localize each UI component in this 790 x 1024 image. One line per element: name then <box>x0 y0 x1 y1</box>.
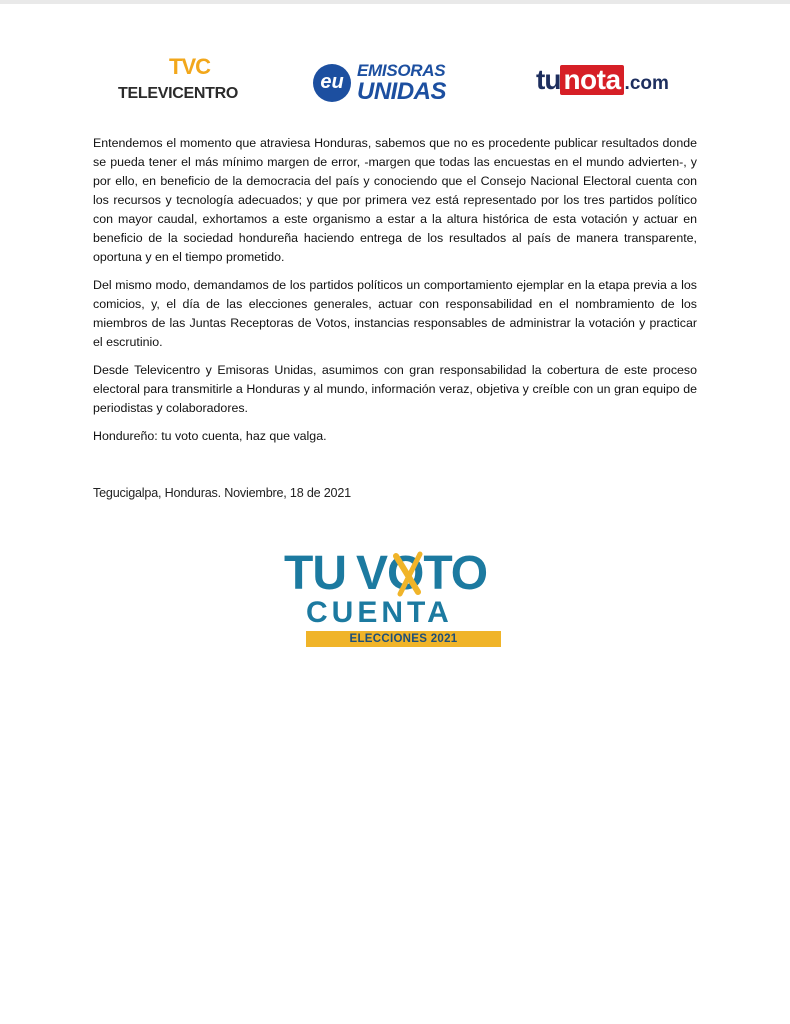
tunota-logo <box>536 64 669 98</box>
televicentro-wordmark: TELEVICENTRO <box>118 85 238 102</box>
tunota-tu: tu <box>536 64 561 95</box>
paragraph-1: Entendemos el momento que atraviesa Honduras, sabemos que no es procedente publicar resultados donde se pueda tener el más mínimo margen de error, -margen que todas las encuestas en el mundo advierten-, y por ello, en beneficio de la democracia del país y conociendo que el Consejo Nacional Electoral cuenta con los recursos y tecnología adecuados; y que por primera vez está representado por los tres partidos político con mayor caudal, exhortamos a este organismo a estar a la altura histórica de esta votación y actuar en beneficio de la sociedad hondureña haciendo entrega de los resultados al país de manera transparente, oportuna y en el tiempo prometido. <box>93 136 697 264</box>
dateline: Tegucigalpa, Honduras. Noviembre, 18 de 2021 <box>93 486 351 500</box>
elecciones-band: ELECCIONES 2021 <box>306 631 501 647</box>
voto-word: VOTO <box>355 547 488 600</box>
cuenta-word: CUENTA <box>306 596 453 629</box>
emisoras-unidas-logo <box>313 60 453 106</box>
tu-voto-cuenta-logo <box>284 548 514 652</box>
eu-badge-icon: eu <box>313 64 351 102</box>
tunota-com: .com <box>624 73 669 94</box>
top-border-strip <box>0 0 790 4</box>
televicentro-logo <box>118 56 248 104</box>
emisoras-wordmark: EMISORAS <box>357 61 446 80</box>
tu-word: TU <box>284 547 346 600</box>
header-logos <box>0 50 790 110</box>
paragraph-2: Del mismo modo, demandamos de los partidos políticos un comportamiento ejemplar en la etapa previa a los comicios, y, el día de las elecciones generales, actuar con responsabilidad en el nombramiento de los miembros de las Juntas Receptoras de Votos, instancias responsables de administrar la votación y practicar el escrutinio. <box>93 278 697 349</box>
paragraph-4: Hondureño: tu voto cuenta, haz que valga. <box>93 429 327 443</box>
paragraph-3: Desde Televicentro y Emisoras Unidas, asumimos con gran responsabilidad la cobertura de este proceso electoral para transmitirle a Honduras y al mundo, información veraz, objetiva y creíble con un gran equipo de periodistas y colaboradores. <box>93 363 697 415</box>
tunota-nota: nota <box>560 65 623 95</box>
tvc-mark: TVC <box>169 54 210 79</box>
unidas-wordmark: UNIDAS <box>357 78 447 105</box>
ballot-check-icon <box>392 548 426 600</box>
statement-body <box>93 134 697 455</box>
